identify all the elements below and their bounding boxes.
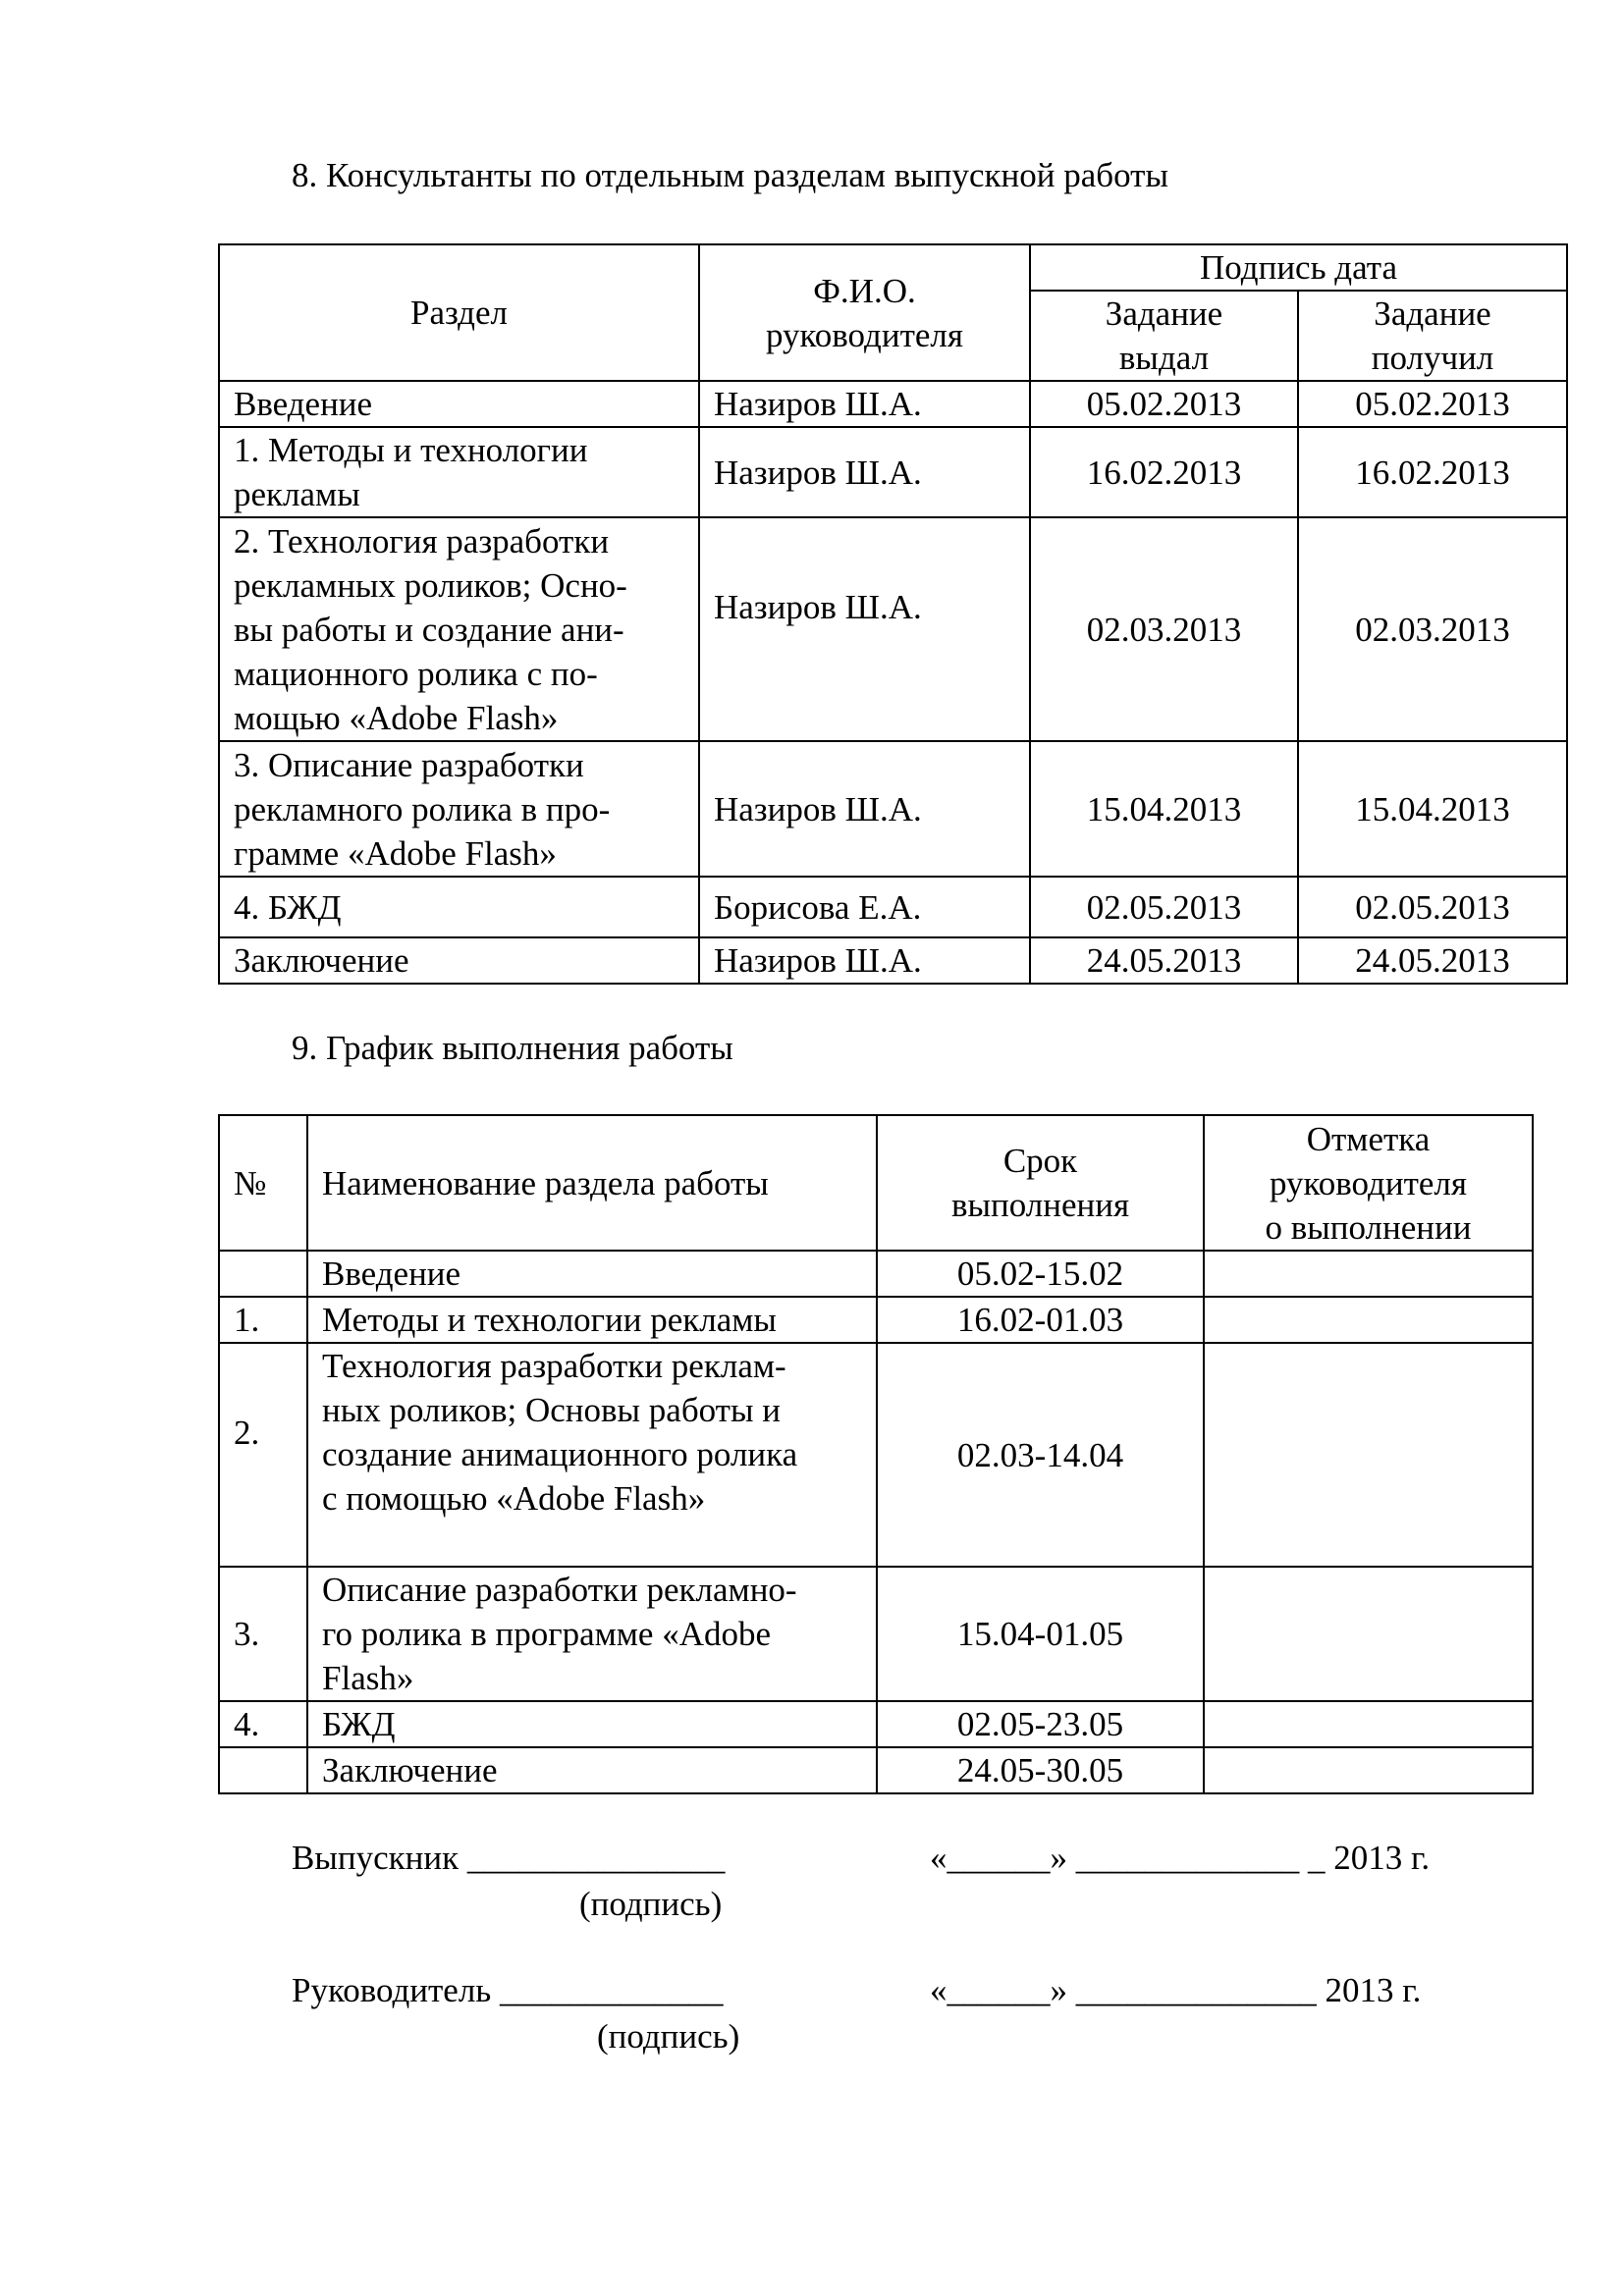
- header-deadline-line1: Срок: [1002, 1142, 1078, 1180]
- section-cell-line: рекламы: [234, 475, 360, 513]
- graduate-date-line: «______» _____________ _ 2013 г.: [930, 1839, 1431, 1877]
- supervisor-name-cell: Борисова Е.А.: [699, 877, 1030, 937]
- deadline-cell: 16.02-01.03: [877, 1297, 1204, 1343]
- header-deadline-line2: выполнения: [950, 1186, 1130, 1224]
- schedule-table: [218, 1114, 1534, 1794]
- section-cell-line: Заключение: [234, 941, 409, 980]
- supervisor-mark-cell: [1204, 1297, 1533, 1343]
- supervisor-mark-cell: [1204, 1747, 1533, 1793]
- table-row: [219, 937, 1567, 984]
- work-section-line: создание анимационного ролика: [322, 1435, 798, 1473]
- section-cell-line: 2. Технология разработки: [234, 521, 610, 561]
- table-header-row: [219, 244, 1567, 291]
- table-row: [219, 517, 1567, 741]
- work-section-cell: [307, 1251, 877, 1297]
- header-fio: [699, 244, 1030, 381]
- schedule-table-body: [219, 1251, 1533, 1793]
- work-section-line: ных роликов; Основы работы и: [322, 1391, 781, 1429]
- work-section-line: Технология разработки реклам-: [322, 1347, 786, 1385]
- issued-date-cell: 02.03.2013: [1030, 517, 1298, 741]
- table-row: [219, 381, 1567, 427]
- work-section-line: БЖД: [322, 1705, 396, 1743]
- row-number-cell: 4.: [219, 1701, 307, 1747]
- received-date-cell: 02.03.2013: [1298, 517, 1567, 741]
- section-cell: [219, 877, 699, 937]
- section-cell-line: рекламного ролика в про-: [234, 789, 611, 828]
- header-issued: [1030, 291, 1298, 381]
- row-number-cell: 2.: [219, 1343, 307, 1567]
- header-fio-line1: Ф.И.О.: [813, 271, 916, 310]
- section-9-title: 9. График выполнения работы: [292, 1029, 733, 1067]
- deadline-cell: 02.03-14.04: [877, 1343, 1204, 1567]
- work-section-cell: [307, 1343, 877, 1567]
- section-cell-line: 4. БЖД: [234, 887, 342, 927]
- work-section-line: Методы и технологии рекламы: [322, 1301, 777, 1339]
- header-received-line2: получил: [1371, 339, 1494, 377]
- row-number-cell: [219, 1251, 307, 1297]
- header-received: [1298, 291, 1567, 381]
- supervisor-signature-line: Руководитель _____________: [292, 1971, 724, 2009]
- supervisor-date-line: «______» ______________ 2013 г.: [930, 1971, 1422, 2009]
- table-row: [219, 1343, 1533, 1567]
- work-section-line: Описание разработки рекламно-: [322, 1571, 797, 1609]
- header-received-line1: Задание: [1374, 294, 1491, 333]
- supervisor-name-cell: Назиров Ш.А.: [699, 517, 1030, 741]
- supervisor-mark-cell: [1204, 1343, 1533, 1567]
- header-work-section: Наименование раздела работы: [307, 1115, 877, 1251]
- work-section-line: Введение: [322, 1255, 461, 1293]
- issued-date-cell: 16.02.2013: [1030, 427, 1298, 517]
- consultants-table: [218, 243, 1568, 985]
- received-date-cell: 24.05.2013: [1298, 937, 1567, 984]
- header-issued-line2: выдал: [1118, 339, 1210, 377]
- supervisor-mark-cell: [1204, 1251, 1533, 1297]
- section-cell-line: вы работы и создание ани-: [234, 610, 624, 649]
- row-number-cell: [219, 1747, 307, 1793]
- supervisor-mark-cell: [1204, 1701, 1533, 1747]
- received-date-cell: 02.05.2013: [1298, 877, 1567, 937]
- table-row: [219, 1701, 1533, 1747]
- table-row: [219, 1251, 1533, 1297]
- received-date-cell: 05.02.2013: [1298, 381, 1567, 427]
- section-cell: [219, 381, 699, 427]
- row-number-cell: 1.: [219, 1297, 307, 1343]
- section-cell-line: рекламных роликов; Осно-: [234, 565, 627, 605]
- work-section-cell: [307, 1747, 877, 1793]
- graduate-signature-caption: (подпись): [579, 1885, 723, 1923]
- consultants-table-body: [219, 381, 1567, 984]
- table-row: [219, 741, 1567, 877]
- section-cell: [219, 741, 699, 877]
- section-cell: [219, 517, 699, 741]
- supervisor-name-cell: Назиров Ш.А.: [699, 381, 1030, 427]
- section-cell-line: мационного ролика с по-: [234, 654, 598, 693]
- section-cell: [219, 937, 699, 984]
- table-header-row: [219, 1115, 1533, 1251]
- supervisor-signature-caption: (подпись): [597, 2017, 740, 2056]
- issued-date-cell: 24.05.2013: [1030, 937, 1298, 984]
- header-mark-line1: Отметка: [1306, 1119, 1431, 1158]
- work-section-cell: [307, 1567, 877, 1701]
- graduate-signature-line: Выпускник _______________: [292, 1839, 726, 1877]
- section-cell-line: 1. Методы и технологии: [234, 431, 588, 469]
- section-cell-line: мощью «Adobe Flash»: [234, 698, 559, 737]
- section-cell-line: 3. Описание разработки: [234, 745, 584, 784]
- supervisor-name-cell: Назиров Ш.А.: [699, 427, 1030, 517]
- received-date-cell: 15.04.2013: [1298, 741, 1567, 877]
- deadline-cell: 15.04-01.05: [877, 1567, 1204, 1701]
- header-number: №: [219, 1115, 307, 1251]
- work-section-cell: [307, 1297, 877, 1343]
- row-number-cell: 3.: [219, 1567, 307, 1701]
- header-signature-date: Подпись дата: [1030, 244, 1567, 291]
- received-date-cell: 16.02.2013: [1298, 427, 1567, 517]
- header-section: Раздел: [219, 244, 699, 381]
- header-mark-line3: о выполнении: [1265, 1207, 1472, 1247]
- table-row: [219, 1297, 1533, 1343]
- section-cell-line: Введение: [234, 385, 373, 423]
- header-mark-line2: руководителя: [1270, 1163, 1467, 1202]
- header-supervisor-mark: [1204, 1115, 1533, 1251]
- issued-date-cell: 02.05.2013: [1030, 877, 1298, 937]
- deadline-cell: 24.05-30.05: [877, 1747, 1204, 1793]
- table-row: [219, 1567, 1533, 1701]
- table-row: [219, 877, 1567, 937]
- issued-date-cell: 15.04.2013: [1030, 741, 1298, 877]
- work-section-line: с помощью «Adobe Flash»: [322, 1479, 706, 1518]
- work-section-line: го ролика в программе «Adobe: [322, 1615, 772, 1653]
- work-section-cell: [307, 1701, 877, 1747]
- work-section-line: Заключение: [322, 1751, 498, 1789]
- table-row: [219, 1747, 1533, 1793]
- issued-date-cell: 05.02.2013: [1030, 381, 1298, 427]
- section-cell-line: грамме «Adobe Flash»: [234, 833, 557, 873]
- work-section-line: Flash»: [322, 1659, 414, 1697]
- supervisor-mark-cell: [1204, 1567, 1533, 1701]
- header-issued-line1: Задание: [1105, 294, 1223, 333]
- section-8-title: 8. Консультанты по отдельным разделам выпускной работы: [292, 156, 1168, 194]
- deadline-cell: 05.02-15.02: [877, 1251, 1204, 1297]
- header-fio-line2: руководителя: [766, 315, 963, 354]
- deadline-cell: 02.05-23.05: [877, 1701, 1204, 1747]
- table-row: [219, 427, 1567, 517]
- section-cell: [219, 427, 699, 517]
- header-deadline: [877, 1115, 1204, 1251]
- supervisor-name-cell: Назиров Ш.А.: [699, 937, 1030, 984]
- supervisor-name-cell: Назиров Ш.А.: [699, 741, 1030, 877]
